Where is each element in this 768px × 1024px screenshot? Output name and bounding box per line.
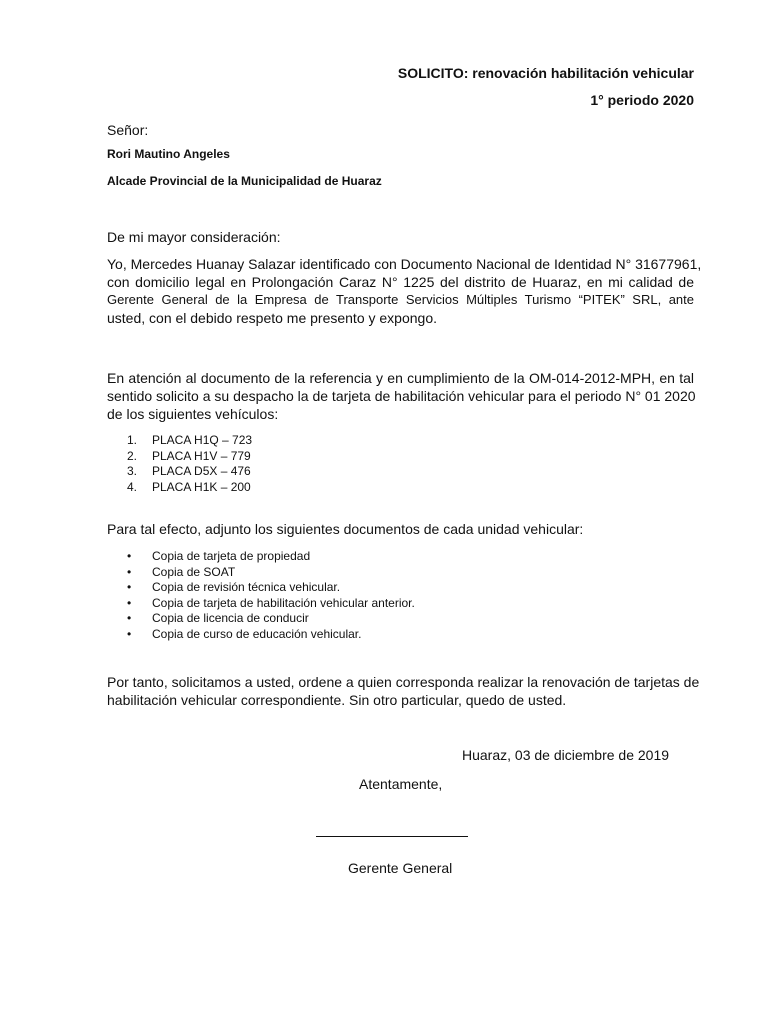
closing-line: habilitación vehicular correspondiente. Sin otro particular, quedo de usted. (107, 692, 567, 708)
list-item (127, 627, 527, 643)
attachment-item: Copia de revisión técnica vehicular. (152, 580, 341, 594)
intro-line: con domicilio legal en Prolongación Caraz N° 1225 del distrito de Huaraz, en mi calidad de (107, 274, 694, 290)
signer-role: Gerente General (348, 860, 453, 876)
intro-line: Gerente General de la Empresa de Transporte Servicios Múltiples Turismo “PITEK” SRL, ante (107, 292, 694, 307)
request-paragraph (107, 369, 694, 423)
list-item (127, 433, 427, 449)
vehicle-plate: PLACA D5X – 476 (152, 464, 251, 478)
attachment-item: Copia de SOAT (152, 564, 236, 579)
vehicle-plate: PLACA H1V – 779 (152, 448, 251, 463)
attachment-item: Copia de tarjeta de propiedad (152, 549, 311, 563)
bullet-icon: • (127, 564, 132, 579)
list-item (127, 565, 527, 581)
attachment-list (127, 549, 527, 642)
list-item (127, 580, 527, 596)
signature-line (316, 836, 468, 837)
list-number: 3. (127, 464, 138, 478)
attachments-intro: Para tal efecto, adjunto los siguientes documentos de cada unidad vehicular: (107, 521, 584, 537)
request-line: sentido solicito a su despacho la de tarjeta de habilitación vehicular para el periodo N° 01 2020 (107, 388, 696, 404)
request-line: En atención al documento de la referencia y en cumplimiento de la OM-014-2012-MPH, en tal (107, 370, 694, 386)
subject-line: SOLICITO: renovación habilitación vehicular (397, 65, 694, 81)
list-item (127, 596, 527, 612)
intro-paragraph (107, 255, 702, 327)
list-item (127, 449, 427, 465)
intro-line: usted, con el debido respeto me presento y expongo. (107, 310, 437, 326)
list-number: 4. (127, 479, 138, 494)
recipient-title: Alcade Provincial de la Municipalidad de Huaraz (107, 174, 382, 188)
intro-line: Yo, Mercedes Huanay Salazar identificado con Documento Nacional de Identidad N° 31677961, (107, 256, 702, 272)
attachment-item: Copia de tarjeta de habilitación vehicular anterior. (152, 595, 415, 610)
bullet-icon: • (127, 611, 132, 625)
list-item (127, 464, 427, 480)
place-date: Huaraz, 03 de diciembre de 2019 (462, 747, 670, 763)
vehicle-plate: PLACA H1Q – 723 (152, 433, 253, 447)
vehicle-list (127, 433, 427, 495)
bullet-icon: • (127, 549, 132, 563)
bullet-icon: • (127, 626, 132, 641)
request-line: de los siguientes vehículos: (107, 406, 279, 422)
period-line: 1° periodo 2020 (590, 92, 694, 108)
attachment-item: Copia de curso de educación vehicular. (152, 626, 362, 641)
list-number: 2. (127, 448, 138, 463)
vehicle-plate: PLACA H1K – 200 (152, 479, 251, 494)
farewell: Atentamente, (359, 776, 443, 792)
list-item (127, 480, 427, 496)
salutation: Señor: (107, 122, 149, 138)
greeting: De mi mayor consideración: (107, 229, 281, 245)
recipient-name: Rori Mautino Angeles (107, 147, 230, 161)
closing-paragraph (107, 673, 700, 709)
closing-line: Por tanto, solicitamos a usted, ordene a quien corresponda realizar la renovación de tarjetas de (107, 674, 700, 690)
list-item (127, 611, 527, 627)
list-number: 1. (127, 433, 138, 447)
attachment-item: Copia de licencia de conducir (152, 611, 309, 625)
list-item (127, 549, 527, 565)
bullet-icon: • (127, 595, 132, 610)
bullet-icon: • (127, 580, 132, 594)
